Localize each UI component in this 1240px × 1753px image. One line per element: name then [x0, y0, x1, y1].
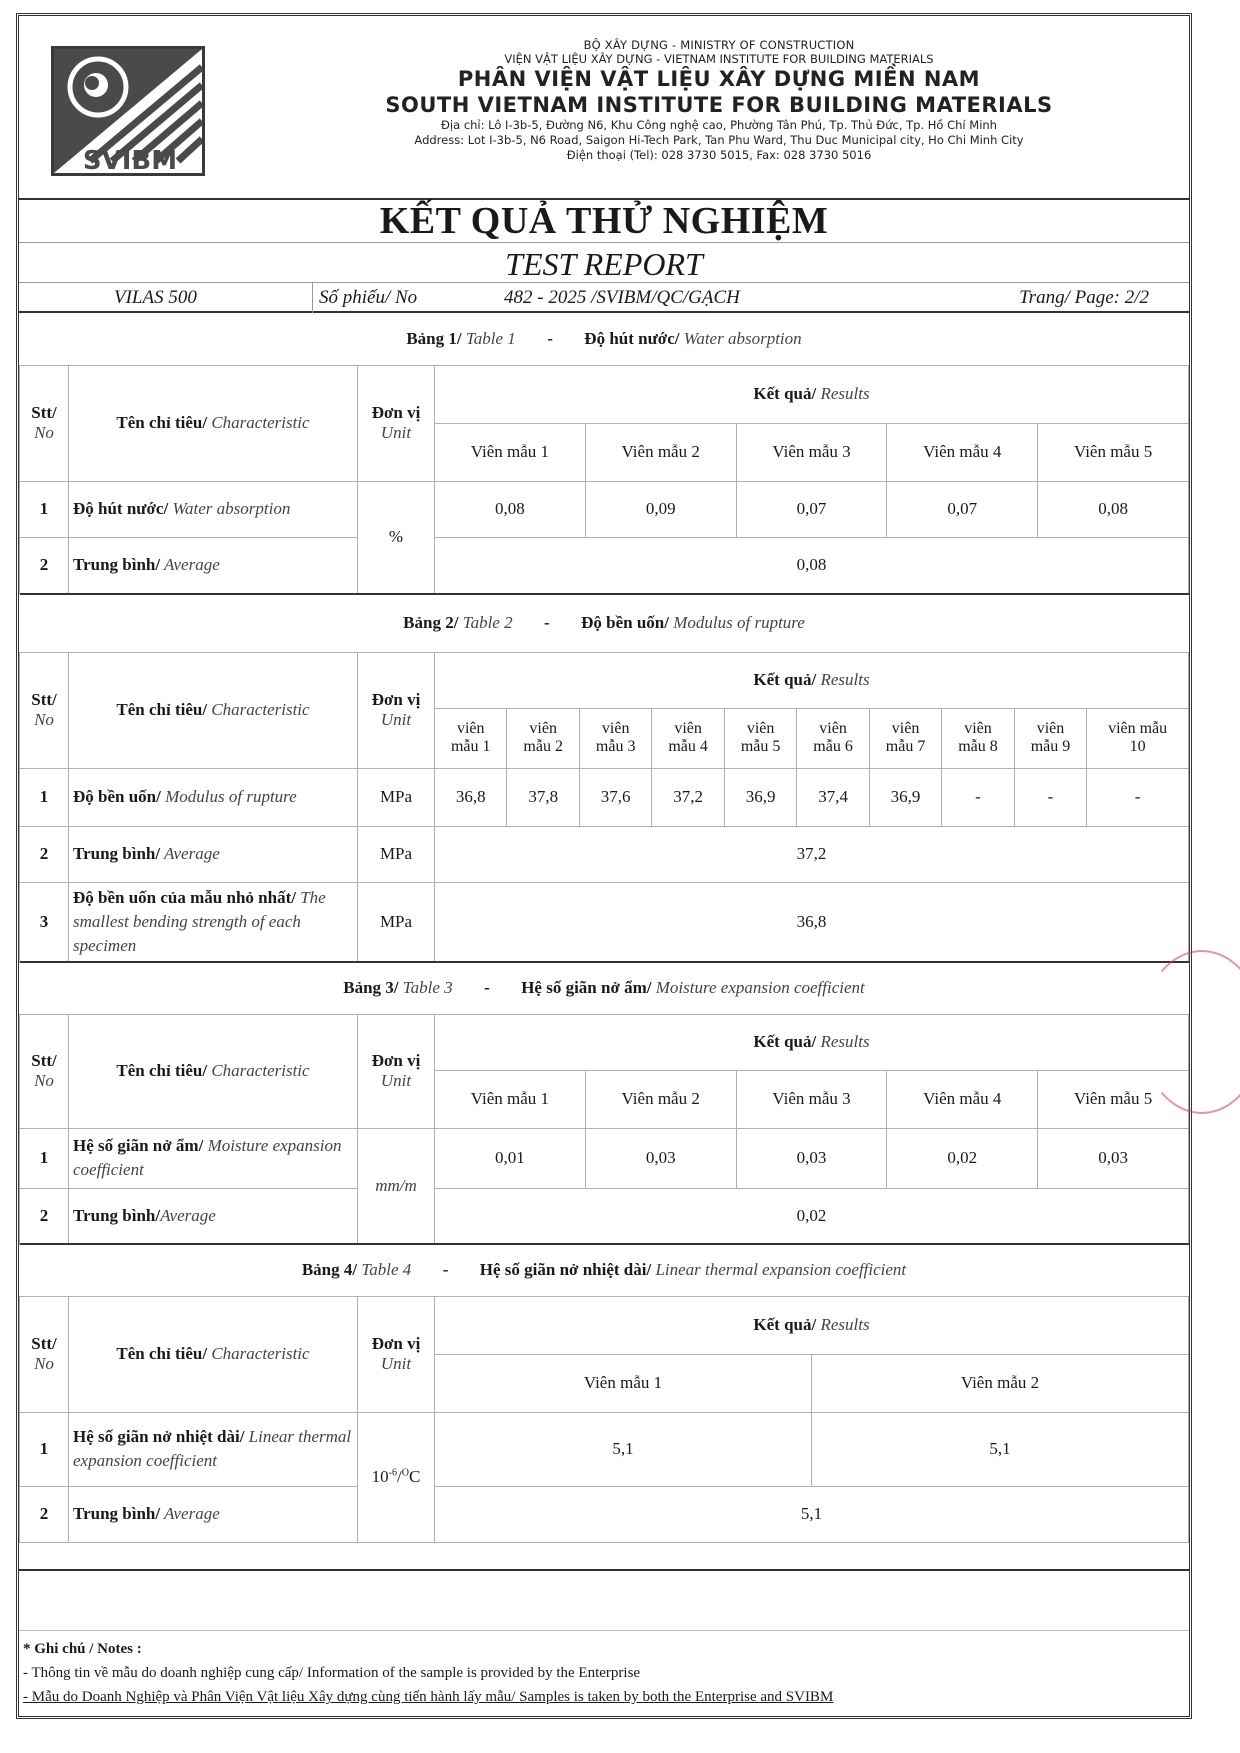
- sample-col: viên mẫu 6: [797, 708, 869, 768]
- header-results: Kết quả/ Results: [435, 365, 1189, 423]
- page-indicator: Trang/ Page: 2/2: [1019, 287, 1149, 308]
- table1-caption: Bảng 1/ Table 1 - Độ hút nước/ Water absorption: [20, 313, 1189, 365]
- unit-cell: MPa: [358, 882, 435, 962]
- value-cell: -: [942, 768, 1014, 826]
- header-results: Kết quả/ Results: [435, 1014, 1189, 1070]
- svibm-logo-icon: [54, 49, 202, 173]
- table-row: 2 Trung bình/Average 0,02: [20, 1188, 1189, 1244]
- report-no-value: 482 - 2025 /SVIBM/QC/GẠCH: [504, 287, 740, 308]
- sample-col: viên mẫu 10: [1087, 708, 1189, 768]
- sample-col: Viên mẫu 5: [1038, 423, 1189, 481]
- value-cell: 0,01: [435, 1128, 586, 1188]
- table-row: 1 Hệ số giãn nở nhiệt dài/ Linear thermal expansion coefficient $10^{-6}/^OC$ 5,1 5,1: [20, 1412, 1189, 1486]
- sample-col: Viên mẫu 2: [585, 1070, 736, 1128]
- notes-section: [19, 1630, 1189, 1720]
- institute-name-vn: PHÂN VIỆN VẬT LIỆU XÂY DỰNG MIỀN NAM: [457, 67, 981, 91]
- table4-bottom-rule: [19, 1569, 1189, 1571]
- value-cell: -: [1014, 768, 1086, 826]
- ministry-line: BỘ XÂY DỰNG - MINISTRY OF CONSTRUCTION: [583, 38, 855, 52]
- sample-col: viên mẫu 4: [652, 708, 724, 768]
- report-no-label: Số phiếu/ No: [319, 287, 418, 308]
- unit-cell: %: [358, 481, 435, 593]
- table-water-absorption: [19, 313, 1189, 594]
- institute-info: [279, 38, 1159, 163]
- table-modulus-of-rupture: [19, 593, 1189, 963]
- value-cell: 37,4: [797, 768, 869, 826]
- unit-cell: MPa: [358, 826, 435, 882]
- sample-col: Viên mẫu 1: [435, 1354, 812, 1412]
- table-row: 1 Hệ số giãn nở ẩm/ Moisture expansion coefficient mm/m 0,01 0,03 0,03 0,02 0,03: [20, 1128, 1189, 1188]
- institute-header: [19, 16, 1189, 200]
- sample-col: Viên mẫu 2: [585, 423, 736, 481]
- meta-divider: [312, 283, 313, 313]
- sample-col: Viên mẫu 4: [887, 1070, 1038, 1128]
- header-unit: Đơn vị Unit: [358, 365, 435, 481]
- table-row: 2 Trung bình/ Average 0,08: [20, 537, 1189, 593]
- minimum-cell: 36,8: [435, 882, 1189, 962]
- sample-col: Viên mẫu 2: [811, 1354, 1188, 1412]
- value-cell: 37,6: [579, 768, 651, 826]
- svg-text:SVIBM: SVIBM: [82, 146, 178, 173]
- sample-col: viên mẫu 2: [507, 708, 579, 768]
- sample-col: viên mẫu 1: [435, 708, 507, 768]
- sample-col: viên mẫu 9: [1014, 708, 1086, 768]
- value-cell: 0,09: [585, 481, 736, 537]
- average-cell: 5,1: [435, 1486, 1189, 1542]
- header-characteristic: Tên chỉ tiêu/ Characteristic: [69, 1014, 358, 1128]
- value-cell: 0,03: [1038, 1128, 1189, 1188]
- value-cell: 0,02: [887, 1128, 1038, 1188]
- address-vn: Địa chỉ: Lô I-3b-5, Đường N6, Khu Công nghệ cao, Phường Tân Phú, Tp. Thủ Đức, Tp. Hồ Chí Minh: [441, 118, 997, 132]
- table-row: 1 Độ hút nước/ Water absorption % 0,08 0,09 0,07 0,07 0,08: [20, 481, 1189, 537]
- header-results: Kết quả/ Results: [435, 1296, 1189, 1354]
- value-cell: 5,1: [811, 1412, 1188, 1486]
- header-characteristic: Tên chỉ tiêu/ Characteristic: [69, 652, 358, 768]
- table-row: 3 Độ bền uốn của mẫu nhỏ nhất/ The smallest bending strength of each specimen MPa 36,8: [20, 882, 1189, 962]
- value-cell: 36,9: [869, 768, 941, 826]
- note-item: - Thông tin về mẫu do doanh nghiệp cung cấp/ Information of the sample is provided by the Enterprise: [23, 1665, 641, 1681]
- table-row: 2 Trung bình/ Average MPa 37,2: [20, 826, 1189, 882]
- value-cell: 0,03: [736, 1128, 887, 1188]
- value-cell: 0,08: [435, 481, 586, 537]
- sample-col: viên mẫu 3: [579, 708, 651, 768]
- value-cell: 0,07: [887, 481, 1038, 537]
- value-cell: 5,1: [435, 1412, 812, 1486]
- report-title-vn: KẾT QUẢ THỬ NGHIỆM: [19, 198, 1189, 243]
- institute-line: VIỆN VẬT LIỆU XÂY DỰNG - VIETNAM INSTITUTE FOR BUILDING MATERIALS: [504, 52, 934, 66]
- value-cell: 37,8: [507, 768, 579, 826]
- header-stt: Stt/ No: [20, 365, 69, 481]
- header-unit: Đơn vị Unit: [358, 652, 435, 768]
- value-cell: 36,9: [724, 768, 796, 826]
- address-en: Address: Lot I-3b-5, N6 Road, Saigon Hi-Tech Park, Tan Phu Ward, Thu Duc Municipal city, Ho Chi Minh City: [414, 133, 1024, 147]
- sample-col: Viên mẫu 1: [435, 423, 586, 481]
- institute-name-en: SOUTH VIETNAM INSTITUTE FOR BUILDING MATERIALS: [385, 93, 1053, 117]
- svibm-logo: [51, 46, 205, 176]
- header-results: Kết quả/ Results: [435, 652, 1189, 708]
- sample-col: Viên mẫu 3: [736, 1070, 887, 1128]
- note-item: - Mẫu do Doanh Nghiệp và Phân Viện Vật liệu Xây dựng cùng tiến hành lấy mẫu/ Samples is taken by both the Enterprise and SVIBM: [23, 1689, 834, 1705]
- sample-col: Viên mẫu 1: [435, 1070, 586, 1128]
- sample-col: Viên mẫu 3: [736, 423, 887, 481]
- table-row: 2 Trung bình/ Average 5,1: [20, 1486, 1189, 1542]
- phone-fax: Điện thoại (Tel): 028 3730 5015, Fax: 028 3730 5016: [566, 148, 872, 162]
- header-characteristic: Tên chỉ tiêu/ Characteristic: [69, 365, 358, 481]
- test-report-page: [16, 13, 1192, 1719]
- header-stt: Stt/ No: [20, 1296, 69, 1412]
- report-title-en: TEST REPORT: [19, 243, 1189, 283]
- unit-cell: mm/m: [358, 1128, 435, 1244]
- sample-col: viên mẫu 7: [869, 708, 941, 768]
- value-cell: 0,07: [736, 481, 887, 537]
- table2-caption: Bảng 2/ Table 2 - Độ bền uốn/ Modulus of rupture: [20, 594, 1189, 652]
- value-cell: 37,2: [652, 768, 724, 826]
- header-unit: Đơn vị Unit: [358, 1014, 435, 1128]
- table-moisture-expansion: [19, 961, 1189, 1245]
- table-linear-thermal-expansion: [19, 1243, 1189, 1543]
- average-cell: 0,02: [435, 1188, 1189, 1244]
- table3-caption: Bảng 3/ Table 3 - Hệ số giãn nở ẩm/ Moisture expansion coefficient: [20, 962, 1189, 1014]
- vilas-code: VILAS 500: [114, 287, 197, 308]
- report-meta-row: [19, 283, 1189, 313]
- unit-cell: MPa: [358, 768, 435, 826]
- sample-col: viên mẫu 5: [724, 708, 796, 768]
- value-cell: 0,08: [1038, 481, 1189, 537]
- value-cell: -: [1087, 768, 1189, 826]
- value-cell: 36,8: [435, 768, 507, 826]
- sample-col: Viên mẫu 4: [887, 423, 1038, 481]
- unit-cell: $10^{-6}/^OC$: [358, 1412, 435, 1542]
- sample-col: viên mẫu 8: [942, 708, 1014, 768]
- table-row: 1 Độ bền uốn/ Modulus of rupture MPa 36,8 37,8 37,6 37,2 36,9 37,4 36,9 - - -: [20, 768, 1189, 826]
- sample-col: Viên mẫu 5: [1038, 1070, 1189, 1128]
- notes-heading: * Ghi chú / Notes :: [23, 1641, 142, 1657]
- average-cell: 37,2: [435, 826, 1189, 882]
- header-unit: Đơn vị Unit: [358, 1296, 435, 1412]
- table4-caption: Bảng 4/ Table 4 - Hệ số giãn nở nhiệt dài/ Linear thermal expansion coefficient: [20, 1244, 1189, 1296]
- header-characteristic: Tên chỉ tiêu/ Characteristic: [69, 1296, 358, 1412]
- header-stt: Stt/ No: [20, 652, 69, 768]
- average-cell: 0,08: [435, 537, 1189, 593]
- header-stt: Stt/ No: [20, 1014, 69, 1128]
- value-cell: 0,03: [585, 1128, 736, 1188]
